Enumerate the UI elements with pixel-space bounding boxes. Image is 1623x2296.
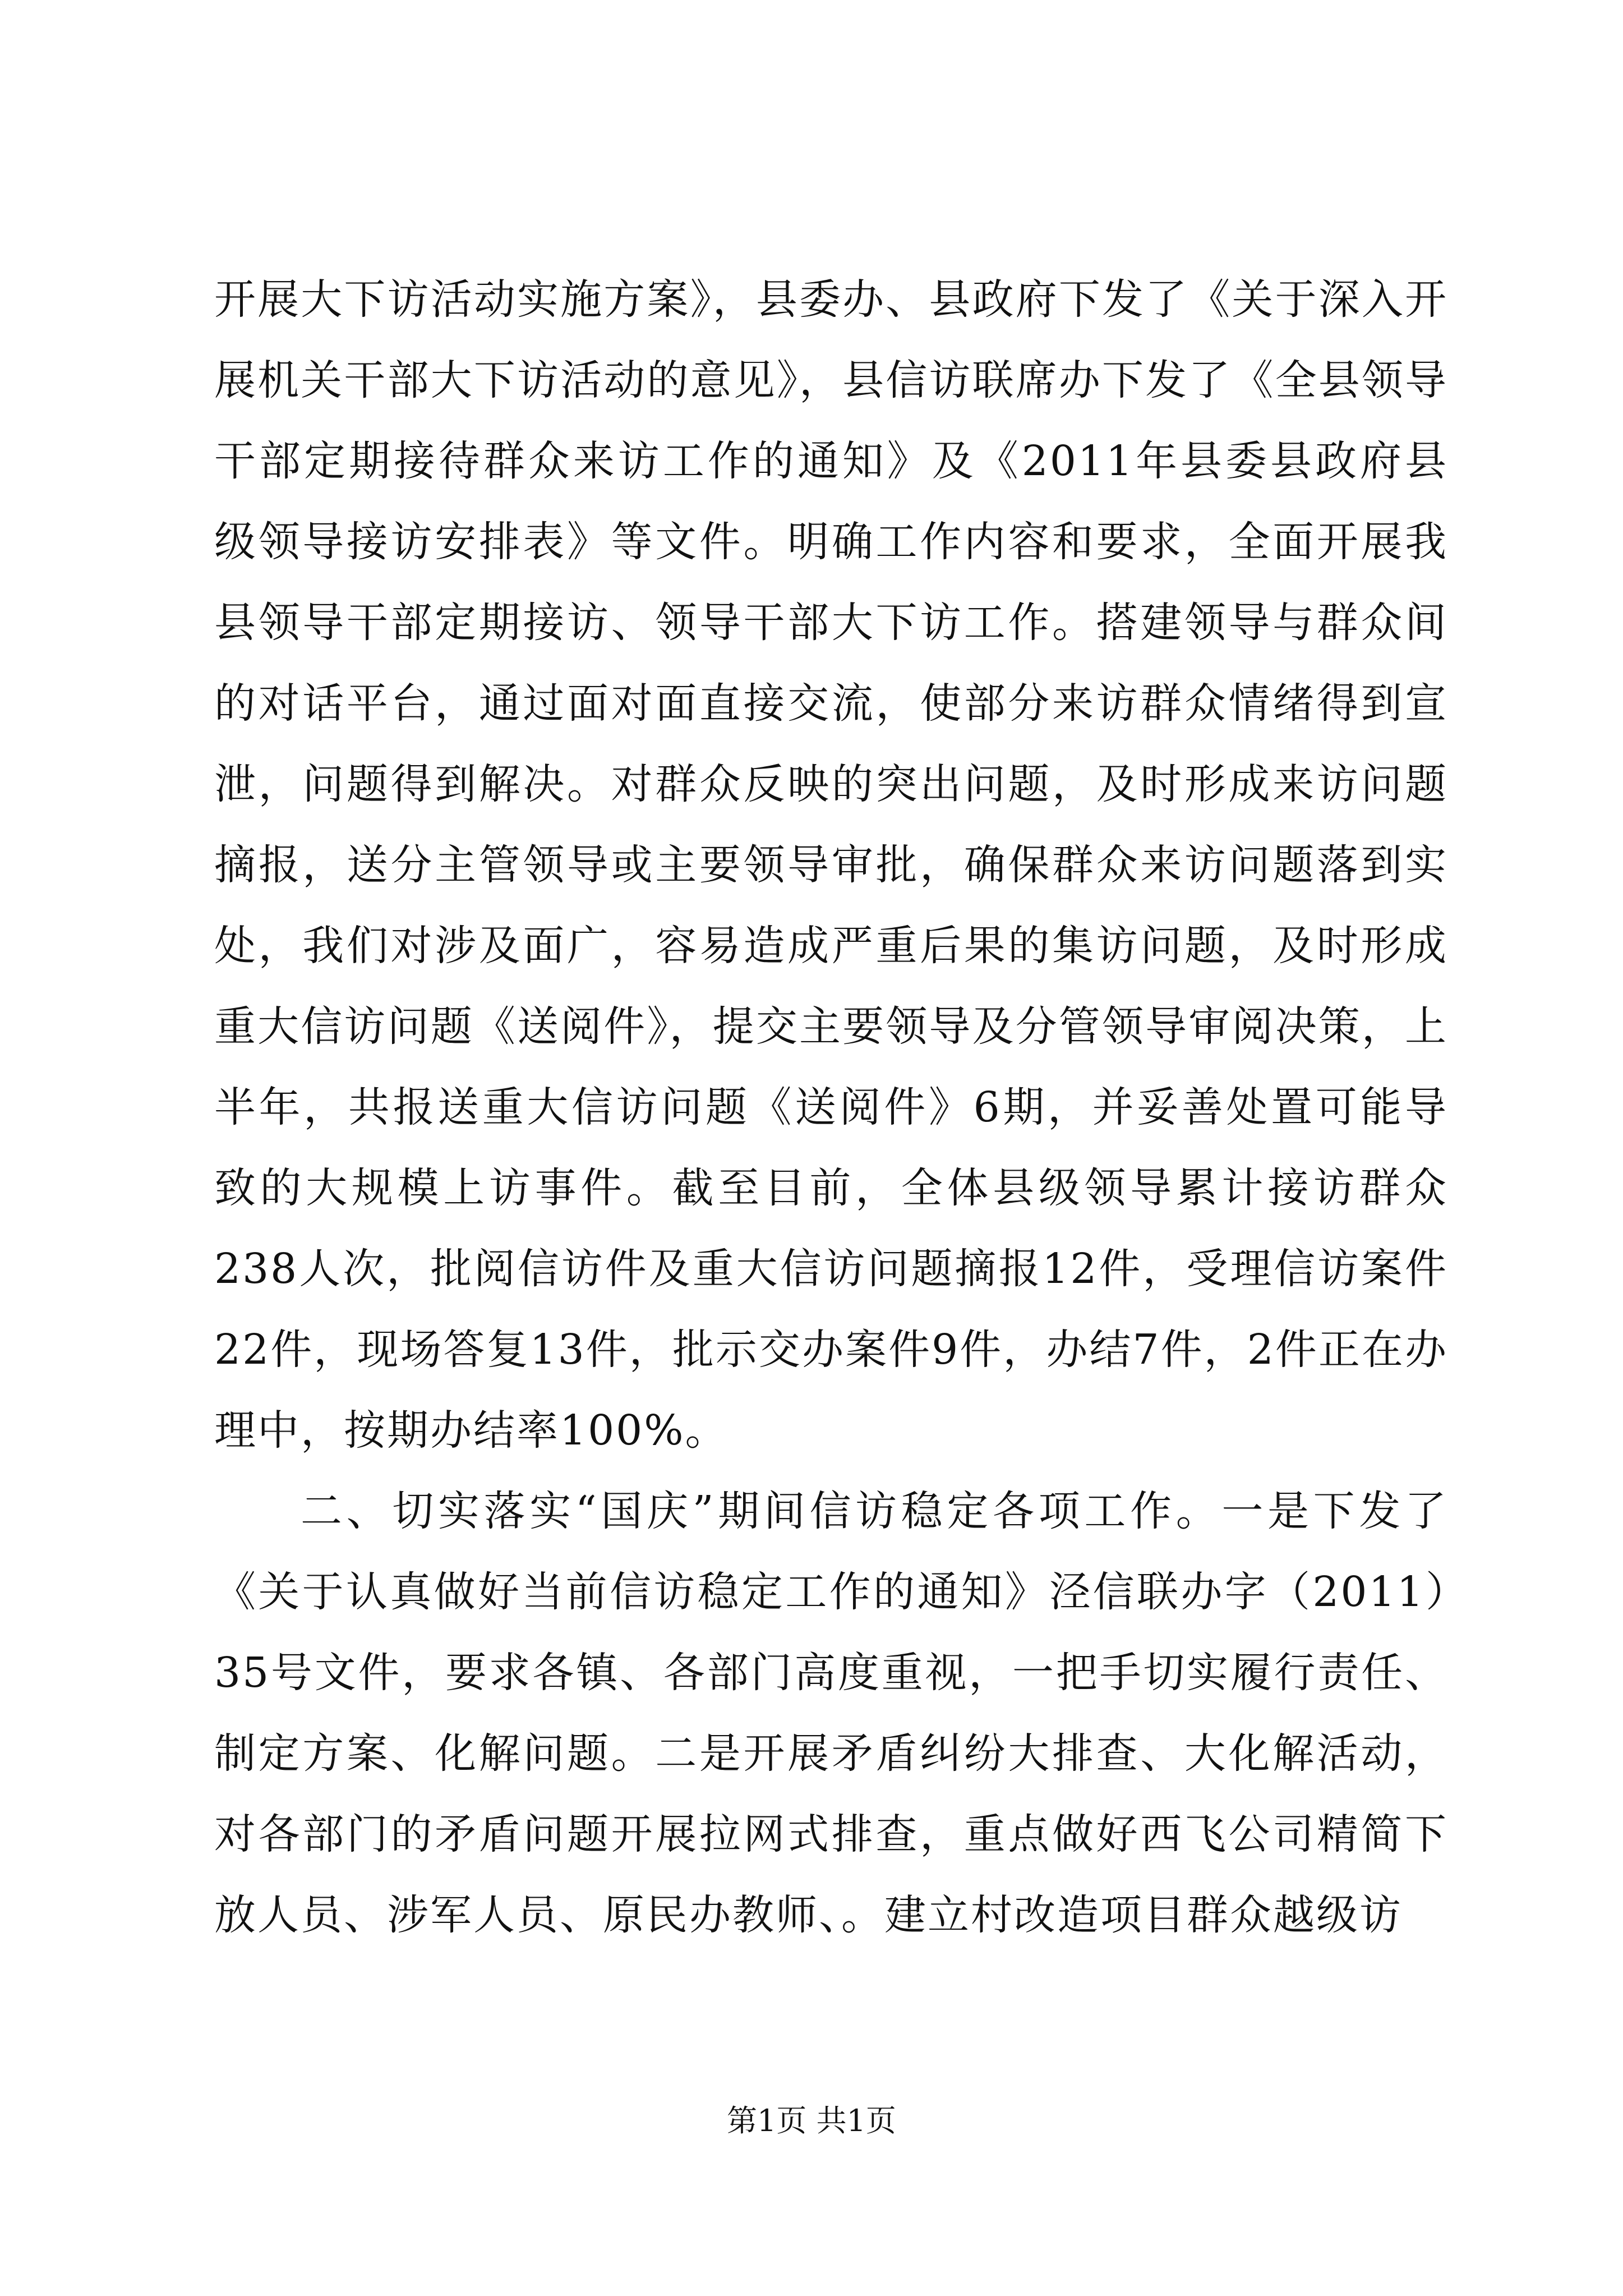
paragraph-1: 开展大下访活动实施方案》，县委办、县政府下发了《关于深入开展机关干部大下访活动的意见》，县信访联席办下发了《全县领导干部定期接待群众来访工作的通知》及《2011年县委县政府县级领导接访安排表》等文件。明确工作内容和要求，全面开展我县领导干部定期接访、领导干部大下访工作。搭建领导与群众间的对话平台，通过面对面直接交流，使部分来访群众情绪得到宣泄，问题得到解决。对群众反映的突出问题，及时形成来访问题摘报，送分主管领导或主要领导审批，确保群众来访问题落到实处，我们对涉及面广，容易造成严重后果的集访问题，及时形成重大信访问题《送阅件》，提交主要领导及分管领导审阅决策，上半年，共报送重大信访问题《送阅件》6期，并妥善处置可能导致的大规模上访事件。截至目前，全体县级领导累计接访群众238人次，批阅信访件及重大信访问题摘报12件，受理信访案件22件，现场答复13件，批示交办案件9件，办结7件，2件正在办理中，按期办结率100%。	[214, 275, 1448, 1455]
page-footer: 第1页 共1页	[727, 2103, 896, 2138]
document-body	[214, 259, 1448, 1955]
paragraph-2: 二、切实落实“国庆”期间信访稳定各项工作。一是下发了《关于认真做好当前信访稳定工作的通知》泾信联办字（2011）35号文件，要求各镇、各部门高度重视，一把手切实履行责任、制定方案、化解问题。二是开展矛盾纠纷大排查、大化解活动，对各部门的矛盾问题开展拉网式排查，重点做好西飞公司精简下放人员、涉军人员、原民办教师、。建立村改造项目群众越级访	[214, 1487, 1448, 1939]
